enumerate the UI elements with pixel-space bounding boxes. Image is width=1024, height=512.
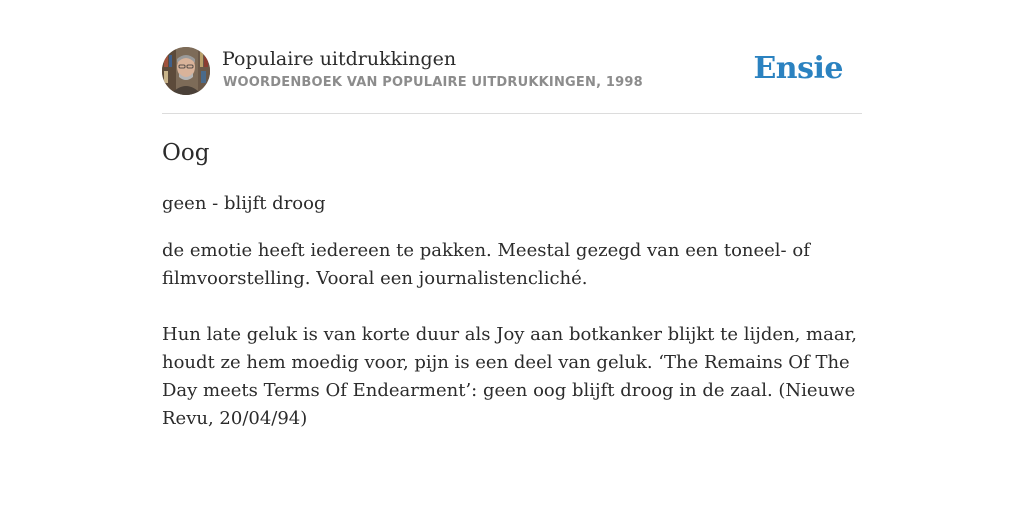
entry-example: Hun late geluk is van korte duur als Joy aan botkanker blijkt te lijden, maar, houdt ze hem moedig voor, pijn is een deel van geluk. ‘The Remains Of The Day meets Terms Of Endearment’: geen oog blijft droog in de zaal. (Nieuwe Revu, 20/04/94) xyxy=(162,324,857,429)
source-header xyxy=(162,47,862,97)
source-subtitle: WOORDENBOEK VAN POPULAIRE UITDRUKKINGEN, 1998 xyxy=(223,75,643,90)
entry-definition: de emotie heeft iedereen te pakken. Meestal gezegd van een toneel- of filmvoorstelling. Vooral een journalistencliché. xyxy=(162,240,810,289)
ensie-logo[interactable]: Ensie xyxy=(753,51,843,86)
source-title[interactable]: Populaire uitdrukkingen xyxy=(222,48,457,70)
entry-body xyxy=(162,237,862,461)
entry-title: Oog xyxy=(162,140,210,166)
entry-card xyxy=(162,0,862,512)
entry-phrase: geen - blijft droog xyxy=(162,193,326,214)
header-divider xyxy=(162,113,862,114)
author-portrait-icon[interactable] xyxy=(162,47,210,95)
